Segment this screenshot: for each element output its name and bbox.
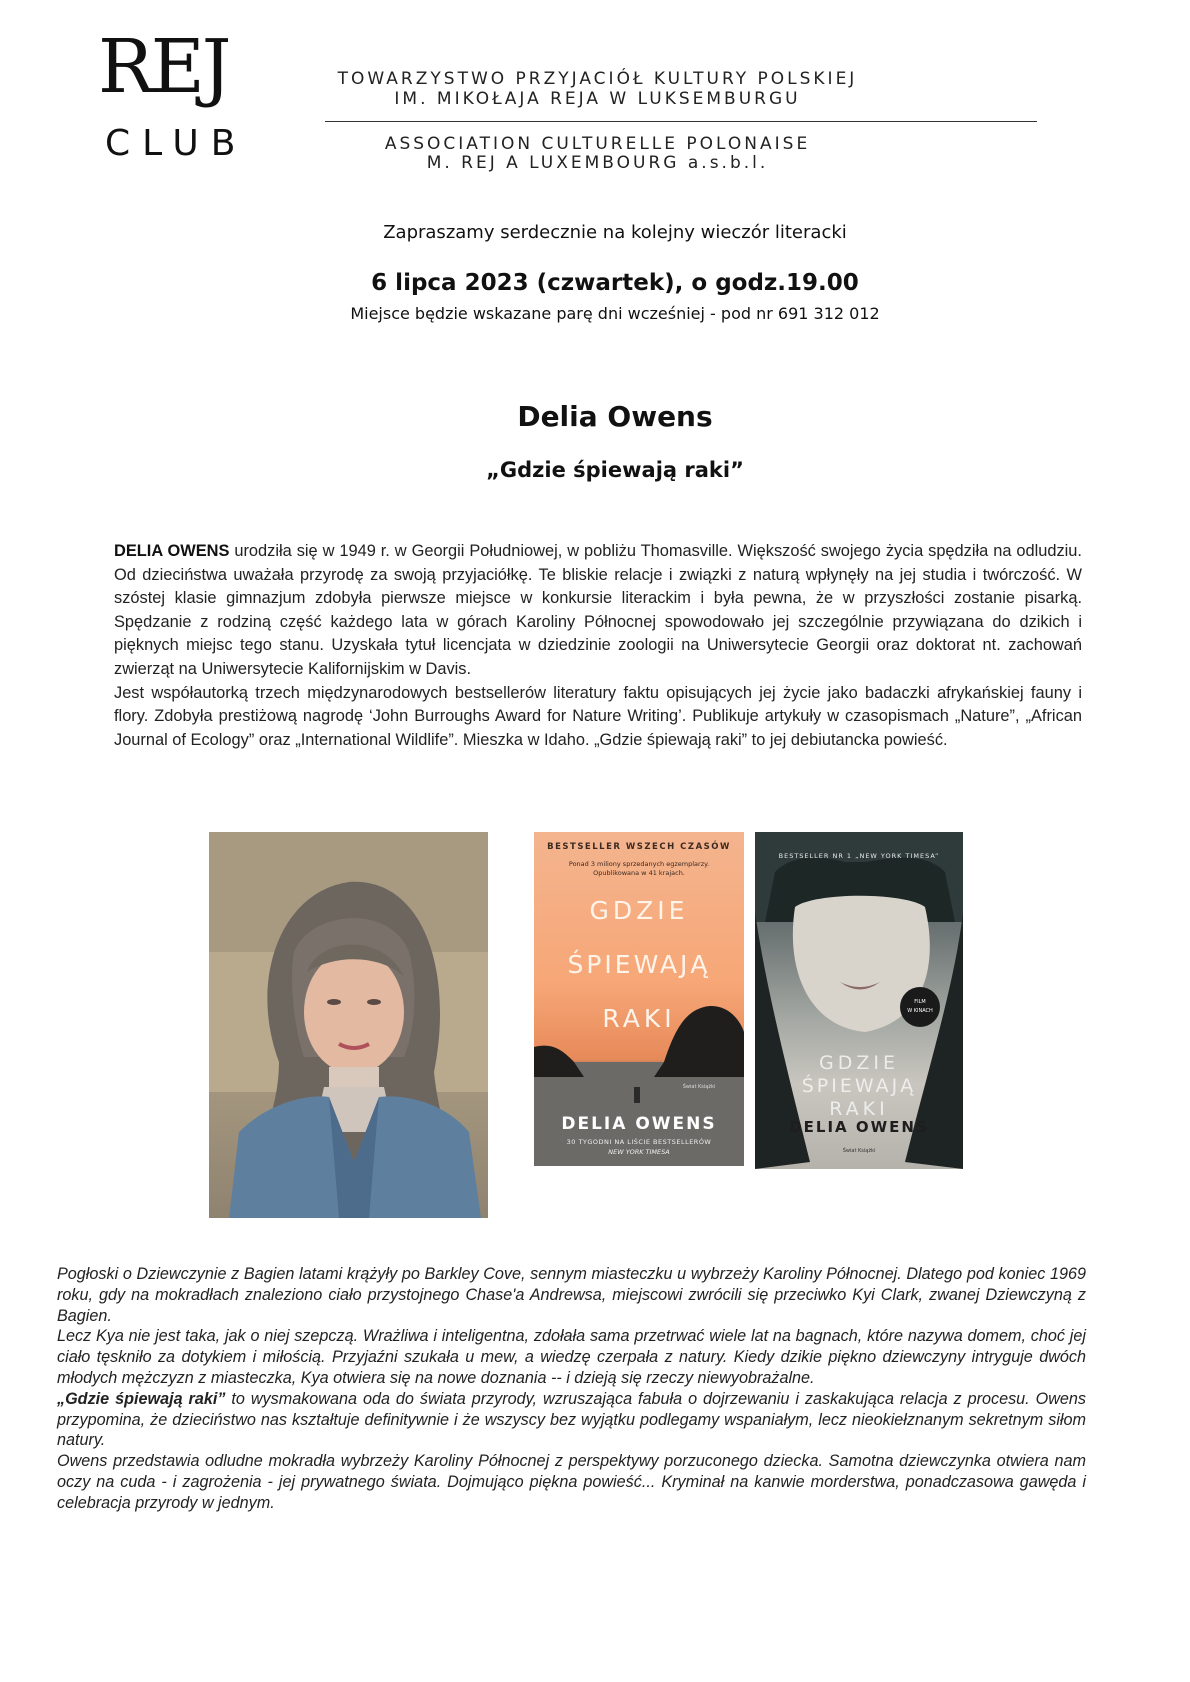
invitation-text: Zapraszamy serdecznie na kolejny wieczór literacki xyxy=(383,222,847,243)
book-title-heading: „Gdzie śpiewają raki” xyxy=(486,458,744,482)
cover2-title-line2: ŚPIEWAJĄ xyxy=(801,1075,917,1097)
cover2-title-line1: GDZIE xyxy=(819,1052,899,1074)
cover2-badge-line1: FILM xyxy=(914,999,926,1005)
event-date: 6 lipca 2023 (czwartek), o godz.19.00 xyxy=(371,270,859,296)
cover1-blurb-line1: Ponad 3 miliony sprzedanych egzemplarzy. xyxy=(568,860,710,868)
bio-paragraph-1 xyxy=(114,540,1082,682)
synopsis-paragraph-3 xyxy=(57,1389,1086,1451)
cover2-badge-line2: W KINACH xyxy=(907,1008,933,1014)
org-name-polish-line1: TOWARZYSTWO PRZYJACIÓŁ KULTURY POLSKIEJ xyxy=(337,69,858,89)
author-heading: Delia Owens xyxy=(517,400,713,433)
cover2-publisher: Świat Książki xyxy=(842,1148,876,1154)
author-photo xyxy=(209,832,488,1218)
book-synopsis xyxy=(57,1264,1086,1514)
cover1-title-line3: RAKI xyxy=(602,1004,676,1033)
book-cover-2 xyxy=(755,832,963,1169)
event-place-note: Miejsce będzie wskazane parę dni wcześniej - pod nr 691 312 012 xyxy=(350,304,880,323)
synopsis-paragraph-1: Pogłoski o Dziewczynie z Bagien latami krążyły po Barkley Cove, sennym miasteczku u wybrzeży Karoliny Północnej. Dlatego pod koniec 1969 roku, gdy na mokradłach znaleziono ciało przystojnego Chase'a Andrewsa, miejscowi zwrócili się przeciwko Kyi Clark, zwanej Dziewczyną z Bagien. xyxy=(57,1265,1086,1325)
cover2-title-line3: RAKI xyxy=(829,1098,889,1120)
author-bio xyxy=(114,540,1082,752)
logo-club: CLUB xyxy=(105,123,248,164)
author-portrait-illustration xyxy=(209,832,488,1218)
header-divider xyxy=(325,121,1037,122)
cover1-blurb-line2: Opublikowana w 41 krajach. xyxy=(593,869,685,877)
synopsis-book-title: „Gdzie śpiewają raki” xyxy=(57,1389,226,1408)
cover1-title-line1: GDZIE xyxy=(589,896,689,925)
synopsis-paragraph-2: Lecz Kya nie jest taka, jak o niej szepczą. Wrażliwa i inteligentna, zdołała sama przetrwać wiele lat na bagnach, które nazywa domem, choć jej ciało tęskniło za dotykiem i miłością. Przyjaźni szukała u mew, a wiedzę czerpała z natury. Kiedy dzikie piękno dziewczyny intryguje dwóch młodych mężczyzn z miasteczka, Kya otwiera się na nowe doznania -- i dzieją się rzeczy niewyobrażalne. xyxy=(57,1327,1086,1387)
cover1-banner: BESTSELLER WSZECH CZASÓW xyxy=(547,842,731,852)
cover1-bottom-line2: NEW YORK TIMESA xyxy=(608,1148,670,1156)
cover1-title-line2: ŚPIEWAJĄ xyxy=(567,950,711,979)
synopsis-text-3: to wysmakowana oda do świata przyrody, wzruszająca fabuła o dojrzewaniu i zaskakująca relacja z procesu. Owens przypomina, że dzieciństwo nas kształtuje definitywnie i że wszyscy bez wyjątku podlegamy wspaniałym, lecz nieokiełznanym sekretnym siłom natury. xyxy=(57,1389,1087,1450)
cover2-author: DELIA OWENS xyxy=(789,1118,929,1136)
cover1-publisher: Świat Książki xyxy=(682,1084,716,1090)
org-name-french-line2: M. REJ A LUXEMBOURG a.s.b.l. xyxy=(426,153,769,173)
bio-author-name: DELIA OWENS xyxy=(114,542,230,560)
synopsis-paragraph-4: Owens przedstawia odludne mokradła wybrzeży Karoliny Północnej z perspektywy porzuconego dziecka. Samotna dziewczynka otwiera nam oczy na cuda - i zagrożenia - jej prywatnego świata. Dojmująco piękna powieść... Kryminał na kanwie morderstwa, ponadczasowa gawęda i celebracja przyrody w jednym. xyxy=(57,1452,1086,1512)
logo-rej: REJ xyxy=(98,24,229,110)
org-name-french-line1: ASSOCIATION CULTURELLE POLONAISE xyxy=(384,134,811,154)
bio-paragraph-2: Jest współautorką trzech międzynarodowych bestsellerów literatury faktu opisujących jej życie jako badaczki afrykańskiej fauny i flory. Zdobyła prestiżową nagrodę ‘John Burroughs Award for Nature Writing’. Publikuje artykuły w czasopismach „Nature”, „African Journal of Ecology” oraz „International Wildlife”. Mieszka w Idaho. „Gdzie śpiewają raki” to jej debiutancka powieść. xyxy=(114,683,1082,749)
cover1-author: DELIA OWENS xyxy=(561,1114,717,1134)
org-name-polish-line2: IM. MIKOŁAJA REJA W LUKSEMBURGU xyxy=(394,89,801,109)
cover1-bottom-line1: 30 TYGODNI NA LIŚCIE BESTSELLERÓW xyxy=(566,1138,712,1146)
cover2-banner: BESTSELLER NR 1 „NEW YORK TIMESA” xyxy=(778,852,940,860)
bio-text-1: urodziła się w 1949 r. w Georgii Południowej, w pobliżu Thomasville. Większość swojego życia spędziła na odludziu. Od dzieciństwa uważała przyrodę za swoją przyjaciółkę. Te bliskie relacje i związki z naturą wpłynęły na jej studia i twórczość. W szóstej klasie gimnazjum zdobyła pierwsze miejsce w konkursie literackim i była pewna, że w przyszłości zostanie pisarką. Spędzanie z rodziną część każdego lata w górach Karoliny Północnej spowodowało jej szczególnie przywiązana do dzikich i pięknych miejsc tego stanu. Uzyskała tytuł licencjata w dziedzinie zoologii na Uniwersytecie Georgii oraz doktorat nt. zachowań zwierząt na Uniwersytecie Kalifornijskim w Davis. xyxy=(114,542,1082,678)
book-cover-1 xyxy=(534,832,744,1166)
